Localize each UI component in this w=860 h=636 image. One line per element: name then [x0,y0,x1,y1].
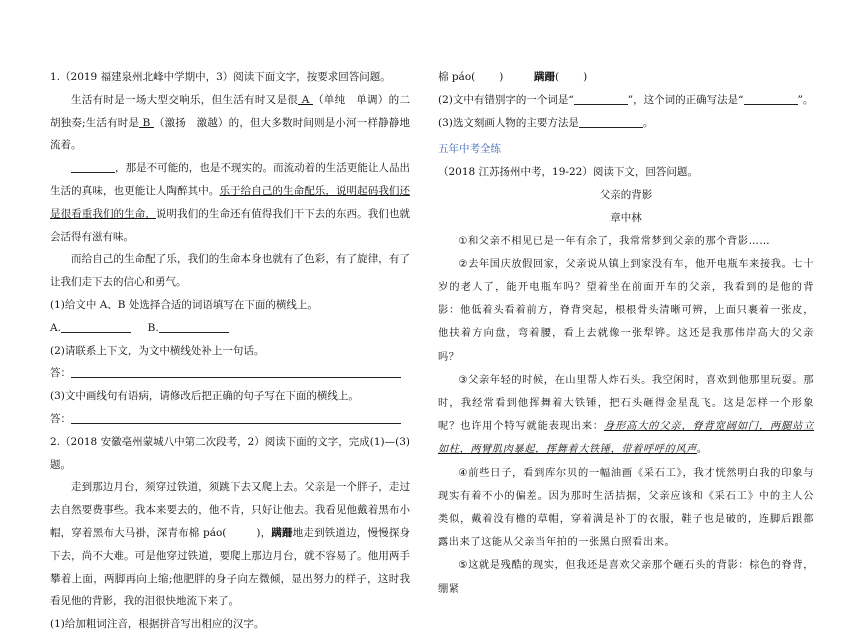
bold-word: 蹒跚 [271,526,293,539]
story-para-4: ④前些日子，看到库尔贝的一幅油画《采石工》，我才恍然明白我的印象与现实有着不小的偏差。因为那时生活拮据，父亲应该和《采石工》中的主人公类似，戴着没有檐的草帽，穿着满是补丁的衣服，鞋子也是破的，连脚后跟都露出来了这能从父亲当年拍的一张黑白照看出来。 [438,467,814,549]
correct-word-line[interactable] [744,92,798,105]
q2-heading: 2.（2018 安徽亳州蒙城八中第二次段考，2）阅读下面的文字，完成(1)—(3)题。 [50,435,411,471]
story-title: 父亲的背影 [599,188,653,201]
story-para-2: ②去年国庆放假回家，父亲说从镇上到家没有车，他开电瓶车来接我。七十岁的老人了，能开电瓶车吗？望着坐在前面开车的父亲，我看到的是他的背影：他低着头看着前方，脊背突起，根根骨头清晰可辨，上面只裹着一张皮，他扶着方向盘，弯着腰，看上去就像一张犁铧。这还是我那伟岸高大的父亲吗？ [438,258,814,363]
answer-line[interactable] [71,365,401,378]
underlined-sentence: 乐于给自己的生命配乐，说明起码我们还是很看重我们的生命， [50,184,411,220]
q1-sub3-answer: 答： [50,408,410,431]
q2-sub1: (1)给加粗词注音，根据拼音写出相应的汉字。 [50,618,265,631]
blank-b: B [139,116,154,129]
story-author: 章中林 [610,211,642,224]
q1-paragraph-2: ，那是不可能的，也是不现实的。而流动着的生活更能让人品出生活的真味，也更能让人陶醉其中。乐于给自己的生命配乐，说明起码我们还是很看重我们的生命，说明我们的生命还有值得我们干下去的东西。我们也就会活得有滋有味。 [50,162,411,243]
fill-blank-line[interactable] [71,160,115,173]
q1-sub2: (2)请联系上下文，为文中横线处补上一句话。 [50,344,265,357]
q1-sub1-answers: A. B. [50,317,410,340]
story-para-3: ③父亲年轻的时候，在山里帮人炸石头。我空闲时，喜欢到他那里玩耍。那时，我经常看到他挥舞着大铁锤，把石头砸得金星乱飞。这是怎样一个形象呢？也许用个特写就能表现出来：身形高大的父亲，脊背宽阔如门，两腿站立如柱，两臂肌肉暴起，挥舞着大铁锤，带着呼呼的风声。 [438,374,815,456]
answer-b-line[interactable] [159,320,229,333]
story-text [438,230,814,601]
q1-paragraph-3: 而给自己的生命配了乐，我们的生命本身也就有了色彩，有了旋律，有了让我们走下去的信心和勇气。 [50,253,410,289]
blank-a: A [298,93,313,106]
q1-heading: 1.（2019 福建泉州北峰中学期中，3）阅读下面文字，按要求回答问题。 [50,71,391,83]
underlined-closeup: 身形高大的父亲，脊背宽阔如门，两腿站立如柱，两臂肌肉暴起，挥舞着大铁锤，带着呼呼的风声 [438,421,815,456]
wrong-word-line[interactable] [574,92,628,105]
story-para-5: ⑤这就是残酷的现实，但我还是喜欢父亲那个砸石头的背影：棕色的脊背，绷紧 [438,560,814,595]
left-column [50,66,410,636]
q1-sub2-answer: 答： [50,362,410,385]
method-line[interactable] [579,115,643,128]
story-para-1: ①和父亲不相见已是一年有余了，我常常梦到父亲的那个背影…… [458,235,771,247]
section-heading: 五年中考全练 [438,143,501,156]
q3-heading: （2018 江苏扬州中考，19-22）阅读下文，回答问题。 [438,166,698,179]
q1-sub1: (1)给文中 A、B 处选择合适的词语填写在下面的横线上。 [50,298,318,311]
right-column [438,66,814,601]
q2-sub3: (3)选文刻画人物的主要方法是 。 [438,116,654,129]
q1-sub3: (3)文中画线句有语病，请修改后把正确的句子写在下面的横线上。 [50,390,359,403]
pinyin-answers: 棉 páo( ) 蹒跚( ) [438,71,588,83]
answer-line-2[interactable] [71,411,401,424]
q2-passage: 走到那边月台，须穿过铁道，须跳下去又爬上去。父亲是一个胖子，走过去自然要费事些。我本来要去的，他不肯，只好让他去。我看见他戴着黑布小帽，穿着黑布大马褂，深青布棉 páo( )，蹒跚地走到铁道边，慢慢探身下去，尚不大难。可是他穿过铁道，要爬上那边月台，就不容易了。他用两手攀着上面，两脚再向上缩;他肥胖的身子向左微倾，显出努力的样子，这时我看见他的背影，我的泪很快地流下来了。 [50,481,410,608]
q2-sub2: (2)文中有错别字的一个词是“ ”，这个词的正确写法是“ ”。 [438,93,814,106]
q1-paragraph-1: 生活有时是一场大型交响乐，但生活有时又是很 A （单纯 单调）的二胡独奏;生活有时是 B （激扬 激越）的，但大多数时间则是小河一样静静地流着。 [50,93,410,152]
answer-a-line[interactable] [61,320,131,333]
